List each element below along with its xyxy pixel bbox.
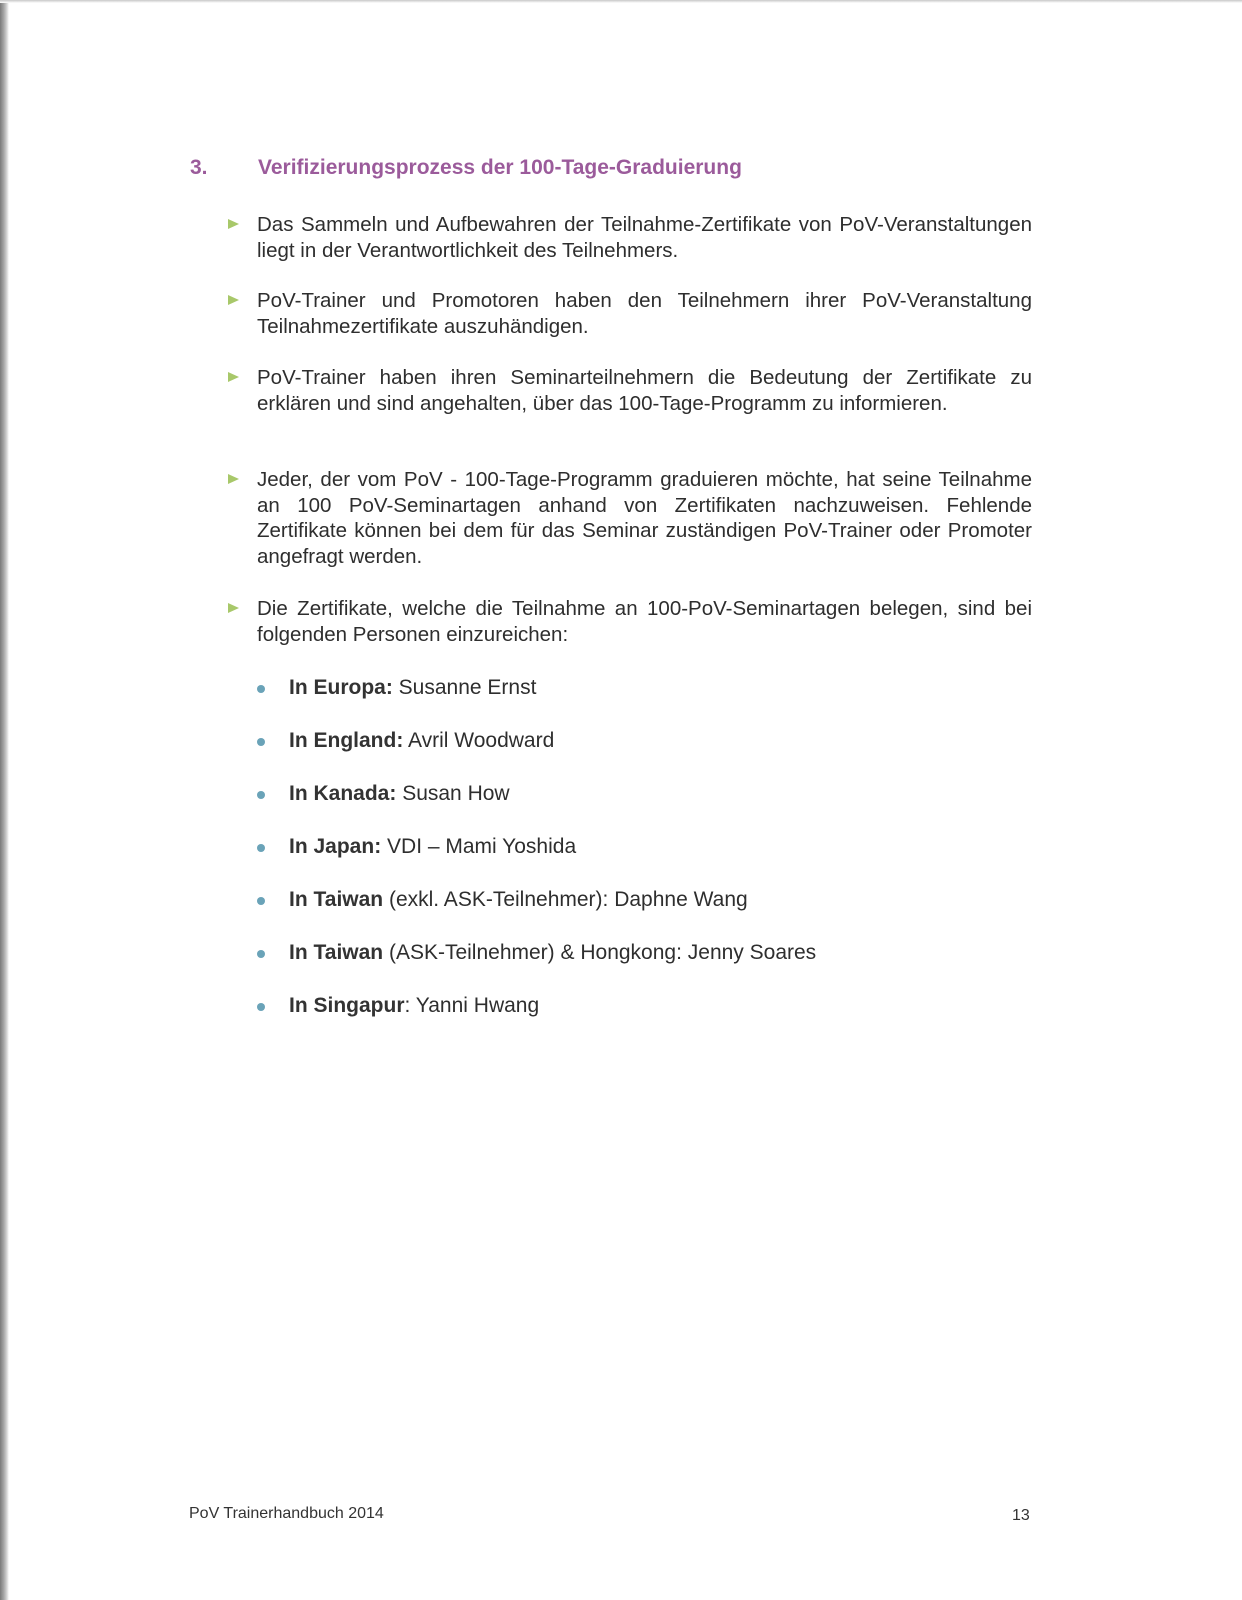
contact-person: Susan How (396, 782, 510, 805)
contact-item-england (257, 728, 554, 754)
bullet-dot-icon (257, 950, 265, 958)
contact-item-kanada (257, 781, 510, 807)
paragraph-5: Die Zertifikate, welche die Teilnahme an 100-PoV-Seminartagen belegen, sind bei folgenden Personen einzureichen: (257, 597, 1032, 646)
contact-region: In Europa: (289, 676, 393, 699)
contact-region: In Singapur (289, 994, 405, 1017)
paragraph-2: PoV-Trainer und Promotoren haben den Teilnehmern ihrer PoV-Veranstaltung Teilnahmezertifikate auszuhändigen. (257, 289, 1032, 338)
contact-person: Avril Woodward (403, 729, 555, 752)
section-heading (190, 156, 742, 180)
section-title: Verifizierungsprozess der 100-Tage-Graduierung (258, 156, 742, 179)
bullet-dot-icon (257, 844, 265, 852)
contact-person: Susanne Ernst (392, 676, 537, 699)
contact-person: : Yanni Hwang (404, 994, 540, 1017)
contact-item-taiwan-exkl (257, 887, 748, 913)
arrow-bullet-icon (228, 219, 239, 229)
page-number: 13 (1012, 1507, 1030, 1524)
paragraph-3: PoV-Trainer haben ihren Seminarteilnehmern die Bedeutung der Zertifikate zu erklären und sind angehalten, über das 100-Tage-Programm zu informieren. (257, 366, 1032, 415)
contact-region: In Japan: (289, 835, 382, 858)
bullet-dot-icon (257, 685, 265, 693)
contact-region: In Taiwan (289, 888, 384, 911)
arrow-bullet-icon (228, 295, 239, 305)
contact-region: In Kanada: (289, 782, 397, 805)
paragraph-1: Das Sammeln und Aufbewahren der Teilnahme-Zertifikate von PoV-Veranstaltungen liegt in der Verantwortlichkeit des Teilnehmers. (257, 213, 1032, 262)
contact-region: In England: (289, 729, 404, 752)
contact-region: In Taiwan (289, 941, 384, 964)
footer-title: PoV Trainerhandbuch 2014 (189, 1505, 384, 1522)
contact-person: (ASK-Teilnehmer) & Hongkong: Jenny Soares (383, 941, 817, 964)
contact-person: (exkl. ASK-Teilnehmer): Daphne Wang (383, 888, 748, 911)
contact-person: VDI – Mami Yoshida (381, 835, 577, 858)
bullet-dot-icon (257, 738, 265, 746)
contact-item-japan (257, 834, 576, 860)
contact-item-europa (257, 675, 536, 701)
bullet-dot-icon (257, 791, 265, 799)
contact-item-taiwan-ask (257, 940, 816, 966)
bullet-dot-icon (257, 1003, 265, 1011)
section-number: 3. (190, 156, 208, 179)
contact-item-singapur (257, 993, 539, 1019)
paragraph-4: Jeder, der vom PoV - 100-Tage-Programm graduieren möchte, hat seine Teilnahme an 100 PoV-Seminartagen anhand von Zertifikaten nachzuweisen. Fehlende Zertifikate können bei dem für das Seminar zuständigen PoV-Trainer oder Promoter angefragt werden. (257, 468, 1032, 568)
arrow-bullet-icon (228, 474, 239, 484)
bullet-dot-icon (257, 897, 265, 905)
arrow-bullet-icon (228, 603, 239, 613)
arrow-bullet-icon (228, 372, 239, 382)
